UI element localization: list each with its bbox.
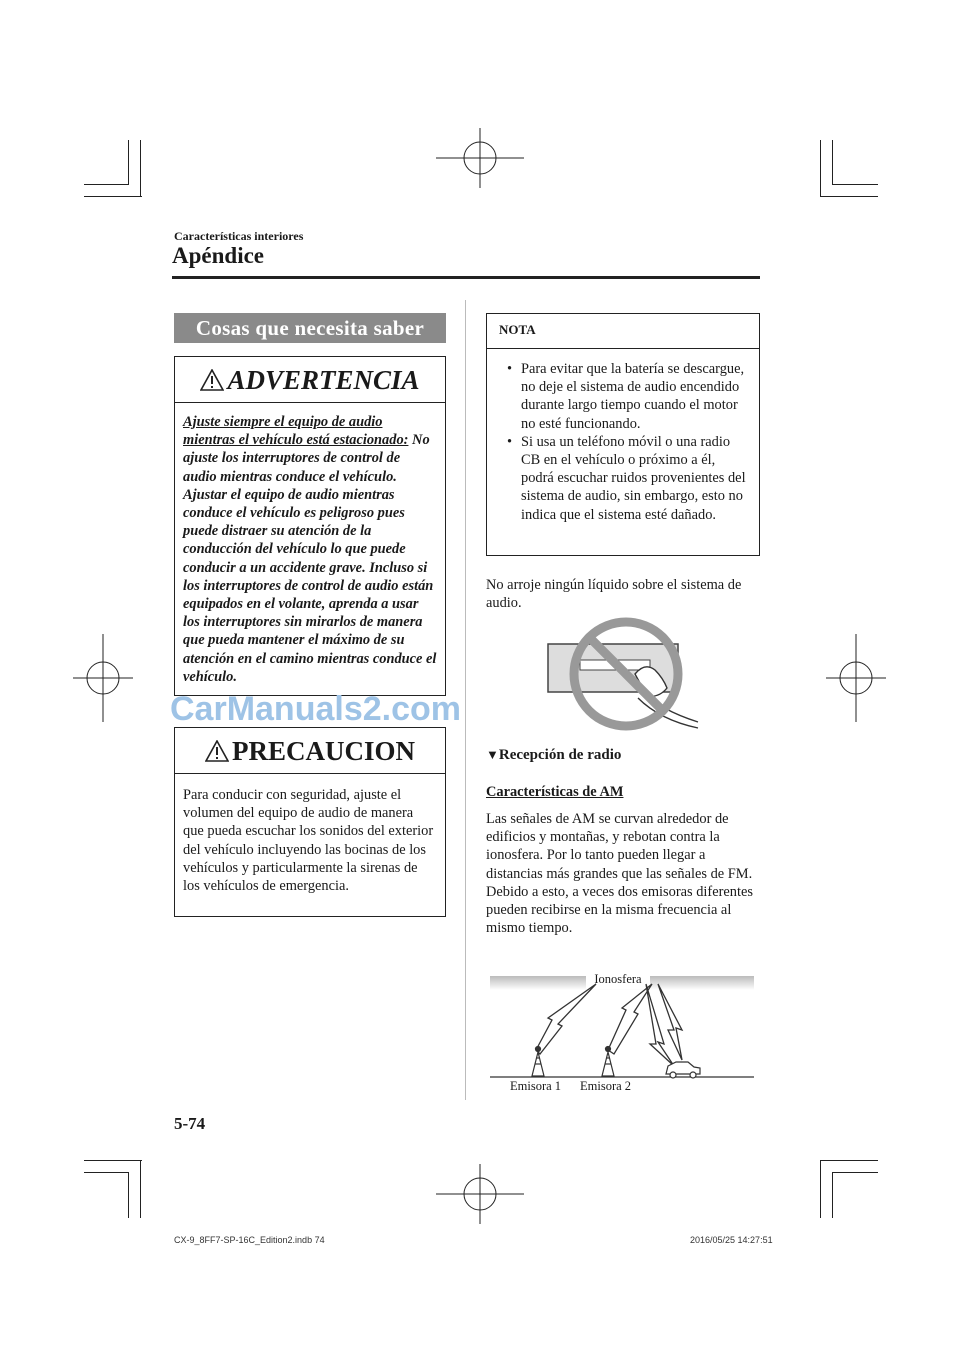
note-item: • Si usa un teléfono móvil o una radio CB en el vehículo o próximo a él, podrá escuchar ruidos provenientes del sistema de audio, sin embargo, esto no indica que el sistema esté dañado. [507, 433, 746, 523]
warning-body: No ajuste los interruptores de control de audio mientras conduce el vehículo. Ajustar el equipo de audio mientras conduce el vehículo es peligroso pues puede distraer su atención de la conducción del vehículo lo que puede conducir a un accidente grave. Incluso si los interruptores de control de audio están equipados en el volante, aprenda a usar los interruptores sin mirarlos de manera que pueda mantener el máximo de su atención en el camino mientras conduce el vehículo. [183, 432, 437, 685]
note-list [487, 349, 759, 524]
footer-file: CX-9_8FF7-SP-16C_Edition2.indb 74 [174, 1235, 325, 1245]
warning-triangle-icon [200, 369, 224, 391]
station-2-label: Emisora 2 [580, 1079, 632, 1093]
radio-heading [486, 747, 621, 764]
header-rule [172, 276, 760, 279]
page-title: Apéndice [172, 243, 264, 268]
triangle-bullet-icon: ▼ [486, 747, 499, 762]
page-number: 5-74 [174, 1114, 206, 1133]
ionosphere-label: Ionosfera [594, 972, 642, 986]
footer-timestamp: 2016/05/25 14:27:51 [690, 1235, 773, 1245]
am-heading: Características de AM [486, 784, 624, 800]
car-icon [666, 1062, 700, 1078]
caution-header [175, 736, 445, 767]
radio-heading-text: Recepción de radio [498, 747, 622, 763]
note-box [486, 313, 760, 556]
liquid-warning-text: No arroje ningún líquido sobre el sistema de audio. [486, 577, 742, 612]
station-1-label: Emisora 1 [510, 1079, 562, 1093]
caution-title: PRECAUCION [231, 736, 415, 766]
section-label: Características interiores [174, 229, 304, 243]
warning-underlined: Ajuste siempre el equipo de audio mientras el vehículo está estacionado: [183, 414, 409, 449]
warning-box [174, 356, 446, 696]
warning-content [175, 403, 445, 686]
section-banner: Cosas que necesita saber [174, 313, 446, 343]
no-liquid-illustration [540, 614, 700, 732]
am-diagram [486, 970, 758, 1094]
column-divider [465, 300, 466, 1100]
note-item-text: Si usa un teléfono móvil o una radio CB en el vehículo o próximo a él, podrá escuchar ruidos provenientes del sistema de audio, sin embargo, esto no indica que el sistema esté dañado. [521, 433, 746, 523]
caution-body: Para conducir con seguridad, ajuste el volumen del equipo de audio de manera que pueda escuchar los sonidos del exterior del vehículo incluyendo las bocinas de los vehículos y particularmente la sirenas de los vehículos de emergencia. [183, 787, 434, 895]
note-item-text: Para evitar que la batería se descargue, no deje el sistema de audio encendido durante largo tiempo cuando el motor no esté funcionando. [521, 361, 745, 432]
watermark: CarManuals2.com [170, 690, 461, 728]
warning-title: ADVERTENCIA [227, 365, 420, 395]
warning-triangle-icon [205, 740, 229, 762]
caution-box [174, 727, 446, 917]
warning-header [175, 365, 445, 396]
note-title: NOTA [499, 322, 536, 337]
am-text: Las señales de AM se curvan alrededor de edificios y montañas, y rebotan contra la ionosfera. Por lo tanto pueden llegar a distancias más grandes que las señales de FM. Debido a esto, a veces dos emisoras diferentes pueden recibirse en la misma frecuencia al mismo tiempo. [486, 811, 753, 937]
note-item: • Para evitar que la batería se descargue, no deje el sistema de audio encendido durante largo tiempo cuando el motor no esté funcionando. [507, 361, 745, 432]
